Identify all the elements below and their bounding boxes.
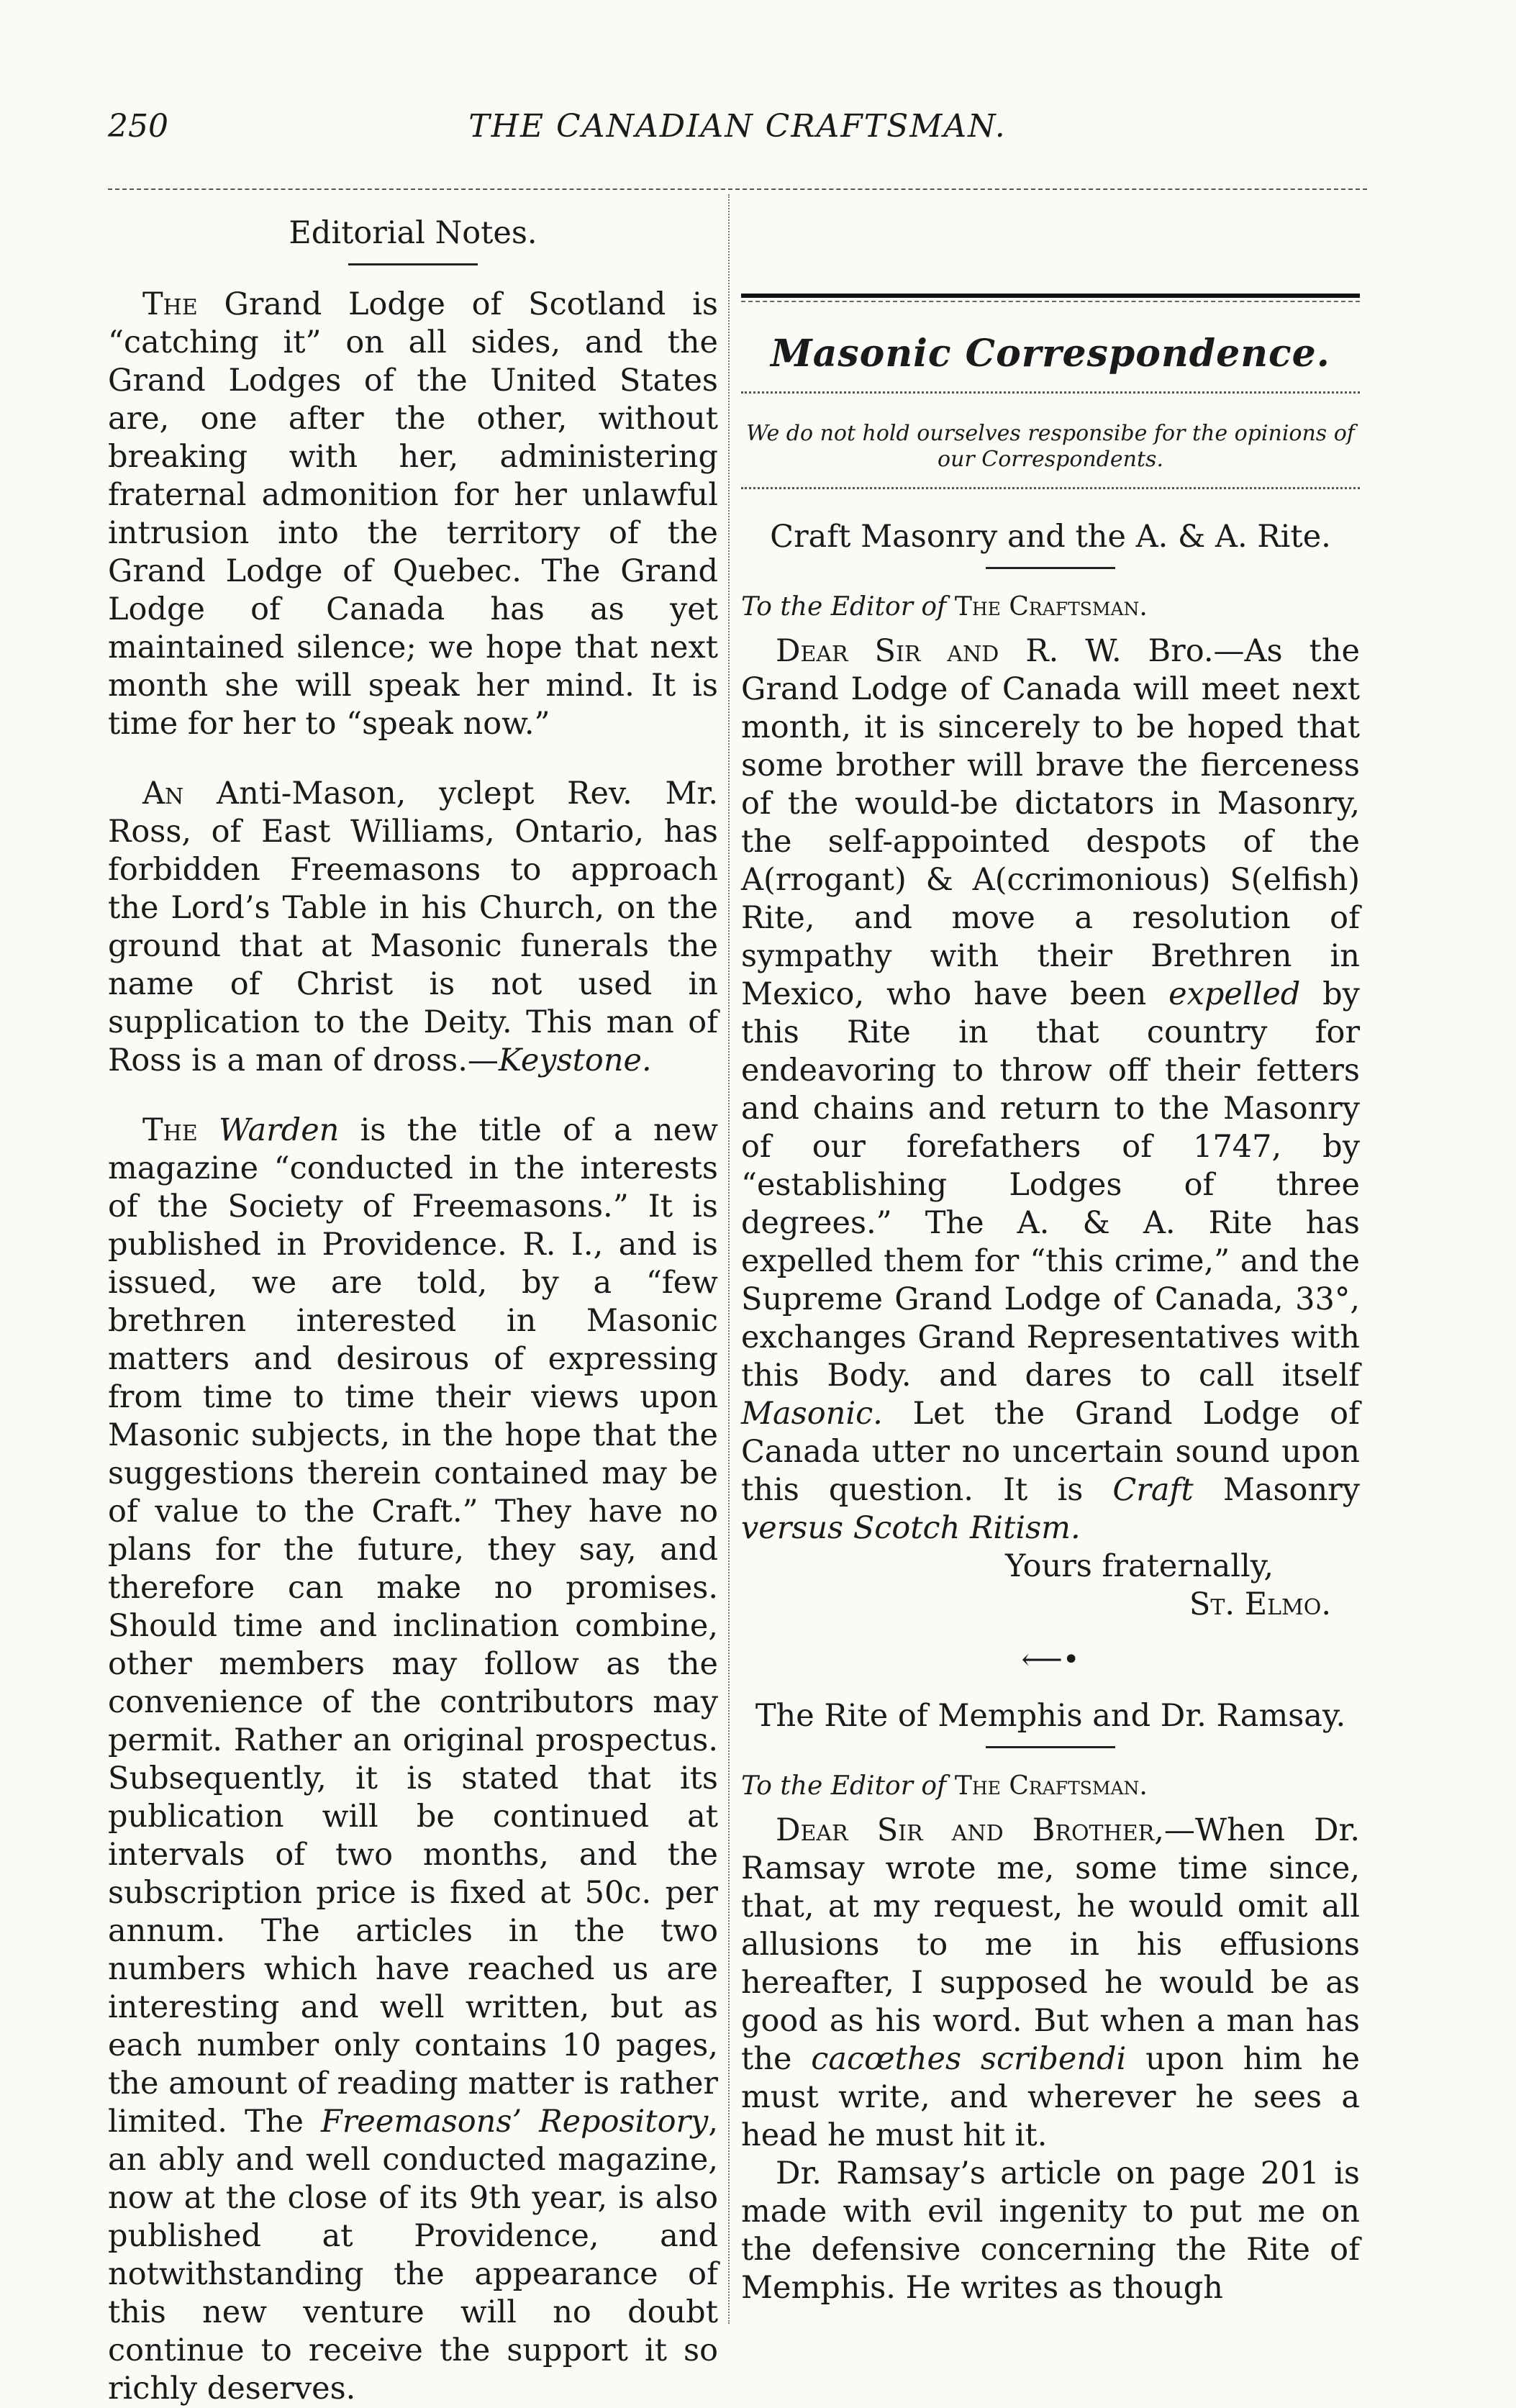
letter-2-address — [741, 1768, 1360, 1804]
letter-1-signature: St. Elmo. — [1189, 1586, 1331, 1622]
lead-word: The — [142, 1112, 198, 1148]
letter-1-closing: Yours fraternally, — [1005, 1548, 1274, 1584]
salutation: Dear Sir and — [776, 633, 999, 669]
salutation: Dear Sir and Brother, — [776, 1812, 1164, 1848]
magazine-title: Warden — [219, 1112, 340, 1148]
emphasis: Craft — [1112, 1472, 1194, 1508]
thin-rule — [741, 301, 1360, 302]
letter-2-title: The Rite of Memphis and Dr. Ramsay. — [755, 1698, 1346, 1734]
title-rule — [348, 263, 478, 265]
paragraph-text: is the title of a new magazine “conducted in the interests of the Society of Freemasons.” It is published in Providence. R. I., and is issued, we are told, by a “few brethren interested in Masonic matters and desirous of expressing from time to time their views upon Masonic subjects, in the hope that the suggestions therein contained may be of value to the Craft.” They have no plans for the future, they say, and therefore can make no promises. Should time and inclination combine, other members may follow as the convenience of the contributors may permit. Rather an original prospectus. Subsequently, it is stated that its publication will be continued at intervals of two months, and the subscription price is fixed at 50c. per annum. The articles in the two numbers which have reached us are interesting and well written, but as each number only contains 10 pages, the amount of reading matter is rather limited. The — [108, 1112, 719, 2140]
ornament-rule — [741, 391, 1360, 406]
header-rule — [108, 188, 1367, 190]
paper-name: The Craftsman. — [954, 592, 1148, 622]
running-title: THE CANADIAN CRAFTSMAN. — [468, 108, 1007, 145]
editorial-paragraph-3 — [108, 1112, 718, 2408]
letter-1-address — [741, 589, 1360, 625]
emphasis: Masonic. — [741, 1396, 883, 1432]
page-number: 250 — [108, 108, 168, 145]
left-column — [108, 213, 718, 2408]
heavy-rule — [741, 294, 1360, 298]
ornament-rule — [741, 487, 1360, 502]
editorial-title: Editorial Notes. — [289, 215, 537, 251]
letter-1-title: Craft Masonry and the A. & A. Rite. — [770, 519, 1331, 555]
emphasis: expelled — [1168, 976, 1301, 1012]
paper-name: The Craftsman. — [954, 1771, 1148, 1801]
paragraph-text: Grand Lodge of Scotland is “catching it” on all sides, and the Grand Lodges of the United States are, one after the other, without breaking with her, administering fraternal admonition for her unlawful intrusion into the territory of the Grand Lodge of Quebec. The Grand Lodge of Canada has as yet maintained silence; we hope that next month she will speak her mind. It is time for her to “speak now.” — [108, 286, 718, 742]
paragraph-text: by this Rite in that country for endeavoring to throw off their fetters and chains and return to the Masonry of our forefathers of 1747, by “establishing Lodges of three degrees.” The A. & A. Rite has expelled them for “this crime,” and the Supreme Grand Lodge of Canada, 33°, exchanges Grand Representatives with this Body. and dares to call itself — [741, 976, 1360, 1394]
paragraph-text: upon him he must write, and wherever he sees a head he must hit it. — [741, 2041, 1360, 2153]
paragraph-text: Masonry — [1193, 1472, 1360, 1508]
paragraph-text: Anti-Mason, yclept Rev. Mr. Ross, of East Williams, Ontario, has forbidden Freemasons to approach the Lord’s Table in his Church, on the ground that at Masonic funerals the name of Christ is not used in supplication to the Deity. This man of Ross is a man of dross.— — [108, 776, 718, 1078]
title-rule — [986, 1746, 1115, 1748]
right-column — [741, 275, 1360, 2307]
emphasis: cacœthes scribendi — [811, 2041, 1127, 2077]
magazine-title: Freemasons’ Repository — [321, 2104, 709, 2140]
address-text: To the Editor of — [741, 1771, 955, 1801]
correspondence-disclaimer: We do not hold ourselves responsibe for the opinions of our Correspondents. — [746, 421, 1355, 472]
letter-1-body — [741, 632, 1360, 1548]
editorial-paragraph-2 — [108, 775, 718, 1080]
paragraph-gap — [108, 1080, 718, 1112]
lead-word: The — [142, 286, 198, 322]
letter-2-body — [741, 1812, 1360, 2155]
address-text: To the Editor of — [741, 592, 955, 622]
column-divider — [728, 194, 730, 2324]
section-separator: ⟵• — [1021, 1643, 1080, 1676]
editorial-paragraph-1 — [108, 286, 718, 743]
page-header — [108, 108, 1367, 165]
source-citation: Keystone. — [498, 1042, 652, 1078]
emphasis: versus Scotch Ritism. — [741, 1510, 1081, 1546]
paragraph-text: R. W. Bro.—As the Grand Lodge of Canada will meet next month, it is sincerely to be hoped that some brother will brave the fierceness of the would-be dictators in Masonry, the self-appointed despots of the A(rrogant) & A(ccrimonious) S(elfish) Rite, and move a resolution of sympathy with their Brethren in Mexico, who have been — [741, 633, 1360, 1012]
letter-2-paragraph-2: Dr. Ramsay’s article on page 201 is made with evil ingenity to put me on the defensive concerning the Rite of Memphis. He writes as though — [741, 2155, 1360, 2306]
lead-word: An — [142, 776, 184, 812]
title-rule — [986, 567, 1115, 569]
paragraph-text: —When Dr. Ramsay wrote me, some time since, that, at my request, he would omit all allusions to me in his effusions hereafter, I supposed he would be as good as his word. But when a man has the — [741, 1812, 1360, 2077]
paragraph-text: Let the Grand Lodge of Canada utter no uncertain sound upon this question. It is — [741, 1396, 1360, 1508]
paragraph-gap — [108, 743, 718, 775]
paragraph-text: , an ably and well conducted magazine, now at the close of its 9th year, is also published at Providence, and notwithstanding the appearance of this new venture will no doubt continue to receive the support it so richly deserves. — [108, 2104, 718, 2407]
correspondence-heading: Masonic Correspondence. — [771, 332, 1330, 376]
